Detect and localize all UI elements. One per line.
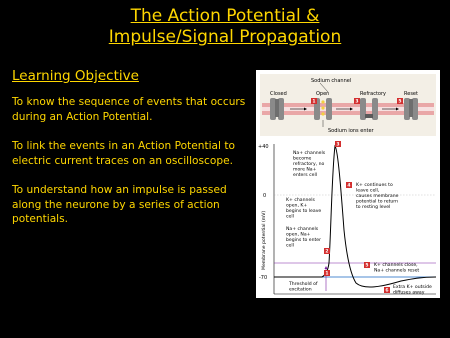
objective-item: To know the sequence of events that occurs during an Action Potential. [12,96,246,123]
svg-text:1: 1 [325,271,329,277]
action-potential-figure [256,70,440,298]
note-step-2-na [286,226,321,249]
svg-text:3: 3 [336,142,340,148]
svg-text:leave cell,: leave cell, [356,188,380,194]
badge-step-2 [324,248,330,255]
channel-reset [404,98,418,120]
badge-step-5 [364,262,370,269]
title-line-1: The Action Potential & [130,6,320,26]
svg-text:open, K+: open, K+ [286,203,308,209]
svg-text:4: 4 [347,183,351,189]
svg-text:K+ channels: K+ channels [286,198,315,203]
title-line-2: Impulse/Signal Propagation [108,27,342,47]
badge-step-6 [384,287,390,294]
note-step-3 [293,150,326,178]
learning-objective-heading: Learning Objective [12,68,139,84]
svg-text:diffuses away: diffuses away [393,290,425,296]
svg-text:more Na+: more Na+ [293,167,317,173]
svg-text:excitation: excitation [289,287,312,293]
action-potential-diagram [256,70,440,298]
sodium-ions-enter-label: Sodium ions enter [328,128,374,134]
svg-text:Na+ channels: Na+ channels [286,227,319,232]
badge-step-3 [335,141,341,148]
svg-text:2: 2 [325,249,329,255]
svg-text:to resting level: to resting level [356,205,391,210]
svg-text:cell: cell [286,243,294,249]
svg-text:refractory, no: refractory, no [293,162,325,167]
state-label-reset: Reset [404,91,418,97]
svg-text:Extra K+ outside: Extra K+ outside [393,285,432,290]
note-step-5 [374,262,419,274]
svg-text:potential to return: potential to return [356,199,399,205]
badge-step-4 [346,182,352,189]
y-axis-label: Membrane potential (mV) [262,210,267,270]
svg-text:3: 3 [355,99,359,105]
svg-text:Threshold of: Threshold of [289,282,318,287]
channel-closed [270,98,284,120]
svg-text:open, Na+: open, Na+ [286,232,311,238]
note-step-2-k [286,197,321,220]
svg-text:K+ continues to: K+ continues to [356,183,393,188]
svg-text:begins to leave: begins to leave [286,209,322,214]
svg-text:begins to enter: begins to enter [286,238,322,243]
badge-state-5 [397,98,403,105]
svg-text:causes membrane: causes membrane [356,194,399,199]
objective-item: To understand how an impulse is passed along the neurone by a series of action potentials. [12,184,227,225]
svg-text:become: become [293,156,312,162]
tick-minus-70: -70 [259,275,268,281]
state-label-closed: Closed [270,91,287,97]
svg-text:1: 1 [312,99,316,105]
objective-item: To link the events in an Action Potential to electric current traces on an oscilloscope. [12,140,235,167]
svg-text:Na+ channels: Na+ channels [293,151,326,156]
svg-text:5: 5 [398,99,402,105]
svg-text:6: 6 [385,288,389,294]
slide-title [0,6,450,48]
badge-state-3 [354,98,360,105]
state-label-open: Open [316,91,330,97]
svg-text:K+ channels close,: K+ channels close, [374,263,418,268]
sodium-channel-label: Sodium channel [311,78,352,84]
note-step-1 [288,281,318,293]
svg-text:enters cell: enters cell [293,173,318,178]
badge-step-1 [324,270,330,277]
svg-text:cell: cell [286,214,294,220]
svg-text:5: 5 [365,263,369,269]
note-step-4 [356,182,399,210]
state-label-refractory: Refractory [360,91,386,97]
tick-plus-40: +40 [258,144,269,150]
svg-text:Na+ channels reset: Na+ channels reset [374,268,420,274]
badge-state-1 [311,98,317,105]
objectives-list [12,95,252,242]
tick-0: 0 [263,193,267,199]
